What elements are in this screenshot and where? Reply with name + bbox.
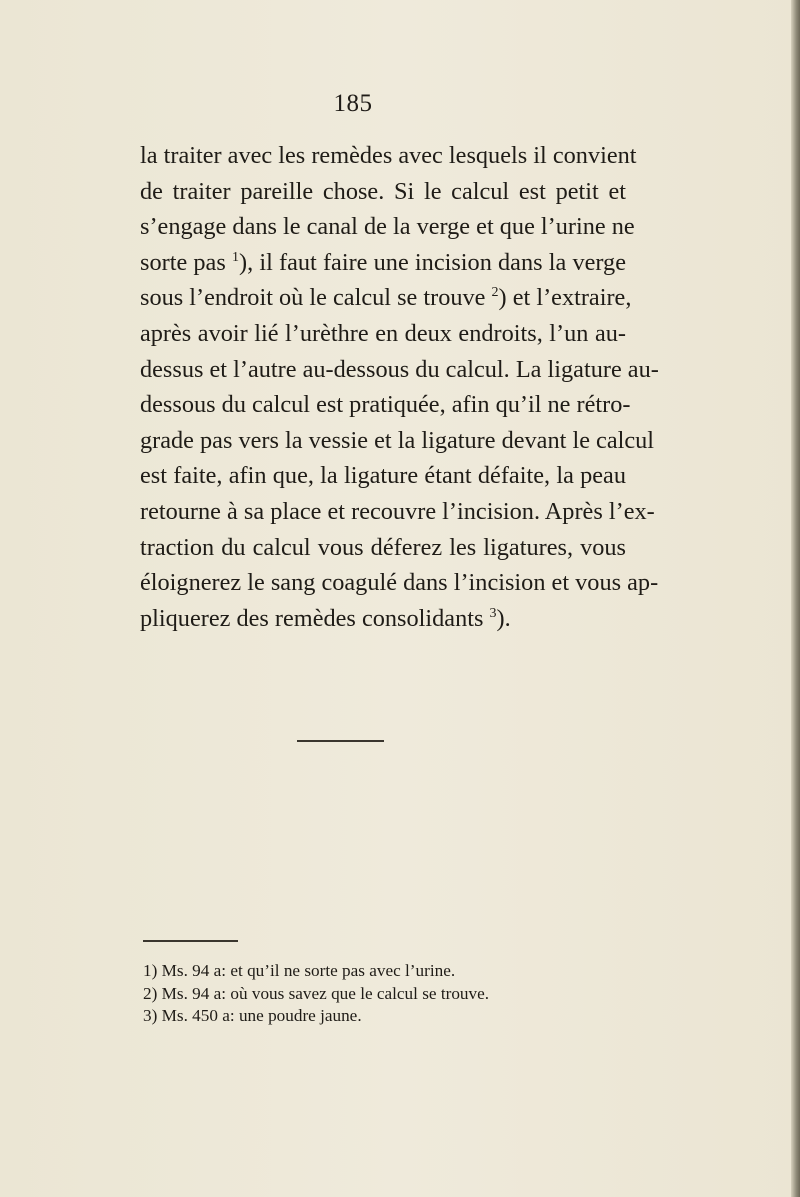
body-text	[140, 138, 659, 636]
page-number: 185	[333, 90, 373, 117]
footnote-item: 3) Ms. 450 a: une poudre jaune.	[143, 1006, 362, 1025]
text-line: la traiter avec les remèdes avec lesquels il convient	[140, 142, 637, 169]
footnote-item: 2) Ms. 94 a: où vous savez que le calcul se trouve.	[143, 983, 490, 1003]
text-line: pliquerez des remèdes consolidants $^3$).	[140, 604, 511, 632]
text-line: grade pas vers la vessie et la ligature devant le calcul	[140, 426, 655, 454]
text-line: dessous du calcul est pratiquée, afin qu’il ne rétro-	[140, 391, 631, 419]
text-line: retourne à sa place et recouvre l’incision. Après l’ex-	[140, 497, 655, 525]
text-line: éloignerez le sang coagulé dans l’incision et vous ap-	[140, 569, 659, 597]
footnote-marker: 2	[491, 285, 499, 301]
section-separator	[297, 740, 384, 742]
text-line: dessus et l’autre au-dessous du calcul. La ligature au-	[140, 355, 659, 383]
page-edge-shadow	[791, 0, 800, 1197]
footnote-marker: 1	[231, 249, 239, 265]
footnote-item: 1) Ms. 94 a: et qu’il ne sorte pas avec l’urine.	[143, 961, 456, 980]
footnotes	[143, 960, 643, 1028]
footnote-rule	[143, 940, 238, 942]
text-line: de traiter pareille chose. Si le calcul est petit et	[140, 177, 626, 205]
text-line: après avoir lié l’urèthre en deux endroits, l’un au-	[140, 319, 626, 347]
text-line: sous l’endroit où le calcul se trouve $^2$) et l’extraire,	[140, 284, 632, 312]
text-line: traction du calcul vous déferez les ligatures, vous	[140, 533, 626, 561]
text-line: s’engage dans le canal de la verge et que l’urine ne	[140, 213, 635, 241]
text-line: sorte pas $^1$), il faut faire une incision dans la verge	[140, 248, 626, 276]
text-line: est faite, afin que, la ligature étant défaite, la peau	[140, 462, 626, 490]
footnote-marker: 3	[489, 605, 497, 621]
